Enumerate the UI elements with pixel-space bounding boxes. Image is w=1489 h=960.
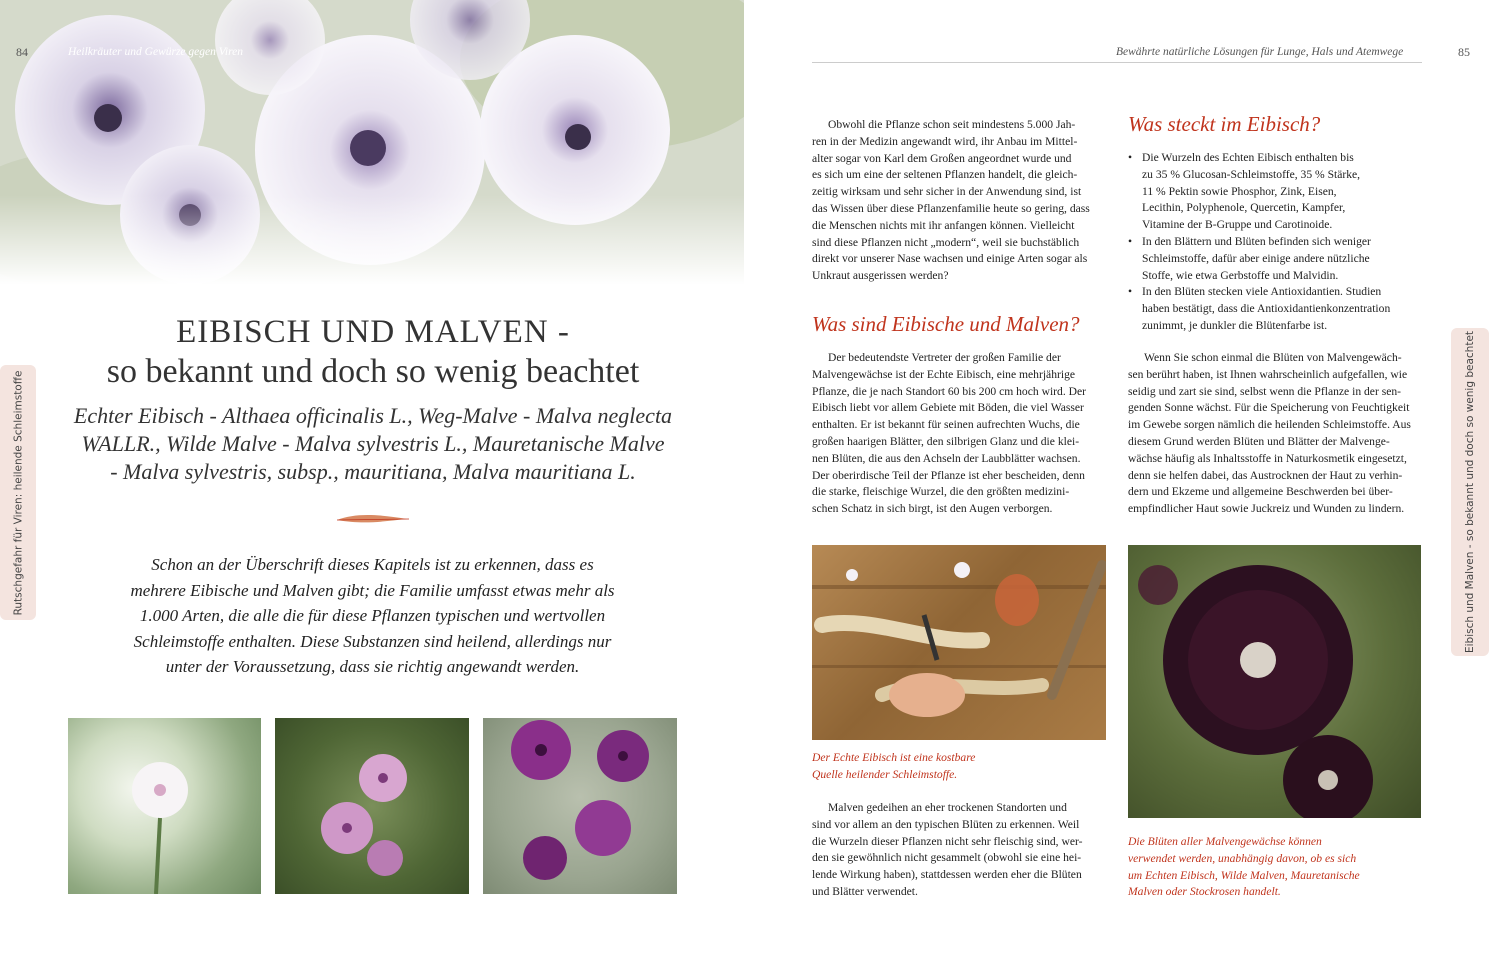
caption-flowers <box>1128 834 1421 901</box>
header-photo-mallow-flowers <box>0 0 744 285</box>
text-line: lende Wirkung haben), stattdessen werden eher die Blüten <box>812 868 1082 882</box>
text-line: genden Sonne wächst. Für die Speicherung von Feuchtigkeit <box>1128 401 1410 415</box>
text-line: Der bedeutendste Vertreter der großen Familie der <box>828 351 1061 364</box>
list-item-line: Lecithin, Polyphenole, Quercetin, Kampfer, <box>1142 201 1346 215</box>
col1-paragraph-1 <box>812 117 1105 285</box>
side-tab-label: Rutschgefahr für Viren: heilende Schleimstoffe <box>12 370 25 615</box>
text-line: nen Blüten, die aus den Achseln der Laubblätter wachsen. <box>812 451 1081 465</box>
chapter-title-line2: so bekannt und doch so wenig beachtet <box>106 353 640 390</box>
photo-white-mallow <box>68 718 261 894</box>
side-tab-left <box>0 365 36 620</box>
caption-line: Malven oder Stockrosen handelt. <box>1128 885 1281 899</box>
text-line: Obwohl die Pflanze schon seit mindestens 5.000 Jah- <box>828 118 1076 131</box>
list-item-line: Schleimstoffe, dafür aber einige andere nützliche <box>1142 251 1370 265</box>
text-line: Malven gedeihen an eher trockenen Standorten und <box>828 801 1067 814</box>
botanical-names-line: WALLR., Wilde Malve - Malva sylvestris L., Mauretanische Malve <box>81 431 665 456</box>
text-line: Unkraut ausgerissen werden? <box>812 269 949 283</box>
text-line: großen haarigen Blätter, den silbrigen Glanz und die klei- <box>812 434 1080 448</box>
left-page <box>0 0 744 960</box>
list-item-line: zunimmt, je dunkler die Blütenfarbe ist. <box>1142 318 1328 332</box>
text-line: es sich um eine der seltenen Pflanzen handelt, die gleich- <box>812 168 1078 182</box>
side-tab-label: Eibisch und Malven - so bekannt und doch so wenig beachtet <box>1464 330 1477 654</box>
chapter-title <box>68 312 678 392</box>
intro-line: Schleimstoffe enthalten. Diese Substanzen sind heilend, allerdings nur <box>133 631 612 651</box>
text-line: sind vor allem an den typischen Blüten zu erkennen. Weil <box>812 817 1080 831</box>
text-line: direkt vor unserer Nase wachsen und einige Arten sogar als <box>812 252 1088 266</box>
text-line: empfindlicher Haut sowie Juckreiz und Wunden zu lindern. <box>1128 502 1405 516</box>
list-item-line: Vitamine der B-Gruppe und Carotinoide. <box>1142 218 1333 232</box>
page-number: 84 <box>16 45 28 59</box>
intro-line: mehrere Eibische und Malven gibt; die Familie umfasst etwas mehr als <box>130 580 615 600</box>
intro-line: Schon an der Überschrift dieses Kapitels ist zu erkennen, dass es <box>151 555 594 574</box>
text-line: die starke, fleischige Wurzel, die den größten medizini- <box>812 485 1070 499</box>
text-line: schen Schatz in sich birgt, ist den Augen verborgen. <box>812 502 1053 516</box>
photo-marshmallow-root <box>812 545 1106 740</box>
col1-paragraph-3 <box>812 800 1105 901</box>
caption-line: Die Blüten aller Malvengewächse können <box>1128 835 1322 848</box>
photo-dark-hollyhock <box>1128 545 1421 818</box>
text-line: Malvengewächse ist der Echte Eibisch, eine mehrjährige <box>812 367 1076 381</box>
right-page <box>744 0 1489 960</box>
intro-line: unter der Voraussetzung, dass sie richtig angewandt werden. <box>165 657 580 676</box>
list-item <box>1128 150 1428 234</box>
botanical-names <box>68 402 678 486</box>
text-line: denn sie helfen dabei, das Austrocknen der Haut zu verhin- <box>1128 468 1403 482</box>
text-line: sind diese Pflanzen nicht „modern“, weil sie buchstäblich <box>812 235 1080 249</box>
col1-paragraph-2 <box>812 350 1105 518</box>
col2-paragraph <box>1128 350 1421 518</box>
caption-line: Quelle heilender Schleimstoffe. <box>812 767 958 781</box>
list-item-line: • In den Blüten stecken viele Antioxidantien. Studien <box>1142 285 1382 299</box>
text-line: enthalten. Er ist bekannt für seinen aufrechten Wuchs, die <box>812 418 1080 432</box>
chapter-intro <box>100 552 645 680</box>
text-line: dern und Ekzeme und allgemeine Beschwerden bei über- <box>1128 485 1393 499</box>
text-line: die Wurzeln dieser Pflanzen nicht sehr fleischig sind, wer- <box>812 834 1083 848</box>
text-line: die Menschen nichts mit ihr anfangen können. Vielleicht <box>812 218 1075 232</box>
list-item <box>1128 234 1428 284</box>
text-line: alter sogar von Karl dem Großen angeordnet wurde und <box>812 151 1072 165</box>
botanical-names-line: - Malva sylvestris, subsp., mauritiana, Malva mauritiana L. <box>110 459 636 484</box>
text-line: zeitig wirksam und sehr sicher in der Anwendung sind, ist <box>812 185 1082 199</box>
intro-line: 1.000 Arten, die alle die für diese Pflanzen typischen und wertvollen <box>139 606 606 625</box>
running-head: Heilkräuter und Gewürze gegen Viren <box>68 46 244 58</box>
text-line: Wenn Sie schon einmal die Blüten von Malvengewäch- <box>1144 351 1402 364</box>
text-line: den sie gewöhnlich nicht gesammelt (obwohl sie eine hei- <box>812 851 1082 865</box>
text-line: das Wissen über diese Pflanzenfamilie heute so gering, dass <box>812 201 1090 215</box>
text-line: Pflanze, die je nach Standort 60 bis 200 cm hoch wird. Der <box>812 384 1086 398</box>
text-line: diesem Grund werden Blüten und Blätter der Malvenge- <box>1128 434 1390 448</box>
list-item-line: • Die Wurzeln des Echten Eibisch enthalten bis <box>1142 151 1354 164</box>
text-line: Der oberirdische Teil der Pflanze ist eher bescheiden, denn <box>812 468 1085 482</box>
list-item-line: 11 % Pektin sowie Phosphor, Zink, Eisen, <box>1142 184 1337 198</box>
text-line: seidig und zart sie sind, selbst wenn die Pflanze in der sen- <box>1128 384 1402 398</box>
list-item-line: haben bestätigt, dass die Antioxidantienkonzentration <box>1142 302 1391 316</box>
caption-line: verwendet werden, unabhängig davon, ob es sich <box>1128 851 1357 865</box>
list-item-line: Stoffe, wie etwa Gerbstoffe und Malvidin. <box>1142 268 1339 282</box>
list-item-line: • In den Blättern und Blüten befinden sich weniger <box>1142 234 1371 248</box>
text-line: Eibisch liebt vor allem Gebiete mit Böden, die viel Wasser <box>812 401 1084 415</box>
caption-line: Der Echte Eibisch ist eine kostbare <box>812 751 976 764</box>
list-item-line: zu 35 % Glucosan-Schleimstoffe, 35 % Stärke, <box>1142 167 1361 181</box>
photo-pink-mallow <box>275 718 469 894</box>
ingredients-list <box>1128 150 1428 335</box>
text-line: ren in der Medizin angewandt wird, ihr Anbau im Mittel- <box>812 134 1078 148</box>
photo-purple-mallow <box>483 718 677 894</box>
list-item <box>1128 284 1428 334</box>
heading-what-are-mallows: Was sind Eibische und Malven? <box>812 312 1080 336</box>
botanical-names-line: Echter Eibisch - Althaea officinalis L., Weg-Malve - Malva neglecta <box>73 403 673 428</box>
chapter-title-line1: EIBISCH UND MALVEN - <box>176 314 570 350</box>
running-head: Bewährte natürliche Lösungen für Lunge, Hals und Atemwege <box>1116 46 1404 58</box>
caption-root <box>812 750 1105 784</box>
heading-whats-in-marshmallow: Was steckt im Eibisch? <box>1128 112 1321 136</box>
side-tab-right <box>1451 328 1489 656</box>
leaf-ornament-icon <box>335 511 411 527</box>
header-rule <box>812 62 1422 63</box>
caption-line: um Echten Eibisch, Wilde Malven, Mauretanische <box>1128 868 1360 882</box>
text-line: wächse häufig als Inhaltsstoffe in Naturkosmetik eingesetzt, <box>1128 451 1407 465</box>
text-line: und Blätter verwendet. <box>812 884 918 898</box>
text-line: sen berührt haben, ist Ihnen wahrscheinlich aufgefallen, wie <box>1128 367 1408 381</box>
text-line: im Gewebe sorgen nämlich die heilenden Schleimstoffe. Aus <box>1128 418 1411 432</box>
page-number: 85 <box>1458 45 1470 59</box>
